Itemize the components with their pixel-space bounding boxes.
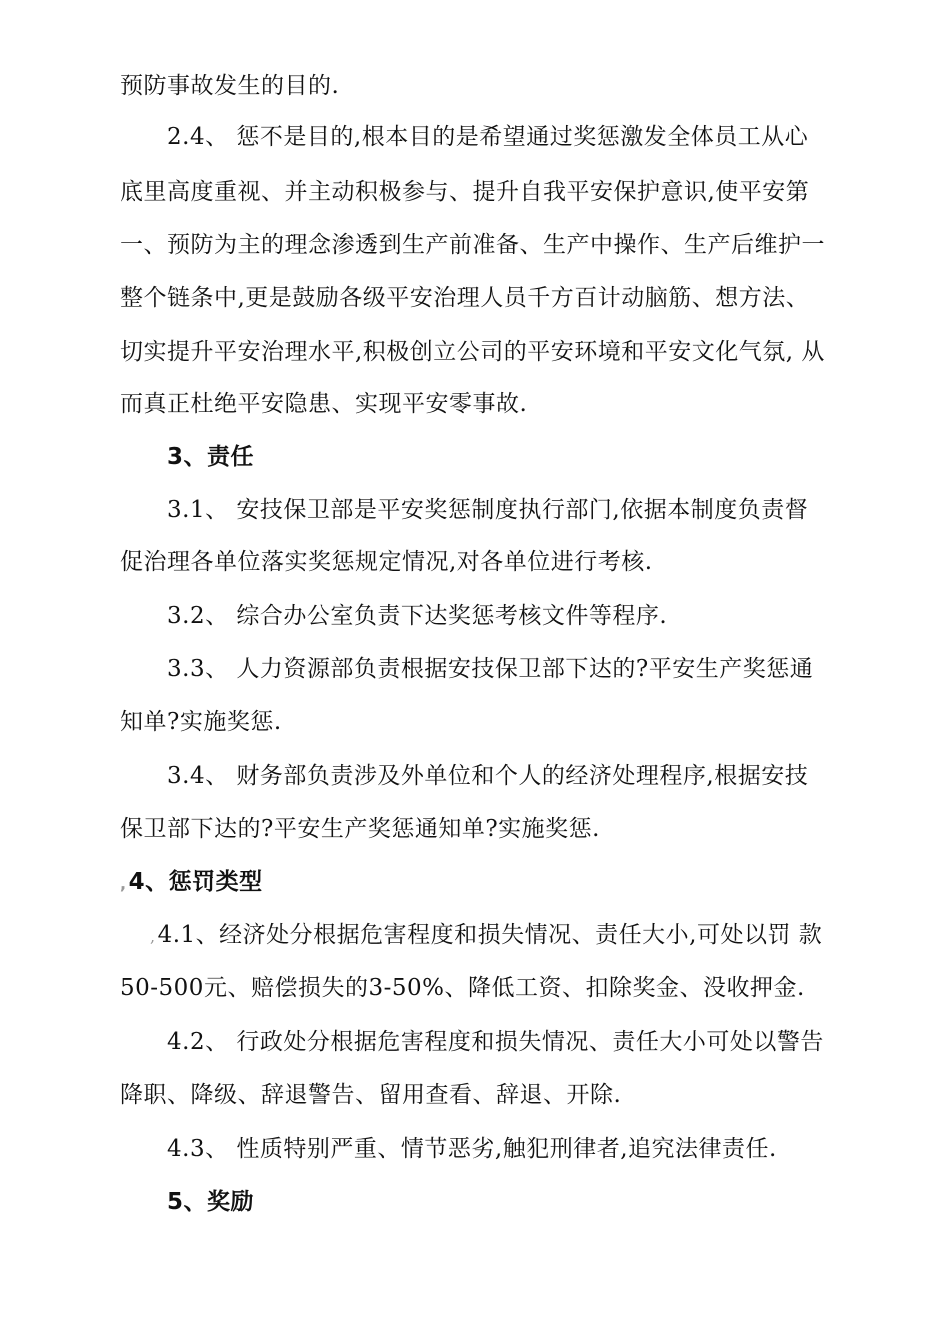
- text-line-3: 底里高度重视、并主动积极参与、提升自我平安保护意识,使平安第: [120, 179, 810, 205]
- text-line-17-text: 4.1、经济处分根据危害程度和损失情况、责任大小,可处以罚 款: [157, 922, 823, 948]
- text-line-1: 预防事故发生的目的.: [120, 73, 340, 99]
- stray-mark: ,: [150, 927, 156, 946]
- text-line-9: 3.1、 安技保卫部是平安奖惩制度执行部门,依据本制度负责督: [167, 497, 809, 523]
- text-line-14: 3.4、 财务部负责涉及外单位和个人的经济处理程序,根据安技: [167, 763, 809, 789]
- text-line-10: 促治理各单位落实奖惩规定情况,对各单位进行考核.: [120, 549, 653, 575]
- text-line-4: 一、预防为主的理念渗透到生产前准备、生产中操作、生产后维护一: [120, 232, 825, 258]
- text-line-21: 4.3、 性质特别严重、情节恶劣,触犯刑律者,追究法律责任.: [167, 1136, 777, 1162]
- stray-mark: ,: [120, 874, 127, 893]
- text-line-13: 知单?实施奖惩.: [120, 709, 282, 735]
- text-line-5: 整个链条中,更是鼓励各级平安治理人员千方百计动脑筋、想方法、: [120, 285, 810, 311]
- text-line-12: 3.3、 人力资源部负责根据安技保卫部下达的?平安生产奖惩通: [167, 656, 814, 682]
- text-line-18: 50-500元、赔偿损失的3-50%、降低工资、扣除奖金、没收押金.: [120, 975, 805, 1001]
- text-line-19: 4.2、 行政处分根据危害程度和损失情况、责任大小可处以警告: [167, 1029, 824, 1055]
- text-line-15: 保卫部下达的?平安生产奖惩通知单?实施奖惩.: [120, 816, 600, 842]
- text-line-7: 而真正杜绝平安隐患、实现平安零事故.: [120, 391, 528, 417]
- section-heading-4: [120, 867, 263, 899]
- text-line-17: [150, 920, 822, 952]
- section-heading-3: 3、责任: [167, 444, 255, 470]
- section-heading-4-text: 4、惩罚类型: [128, 869, 263, 895]
- text-line-11: 3.2、 综合办公室负责下达奖惩考核文件等程序.: [167, 603, 668, 629]
- text-line-2: 2.4、 惩不是目的,根本目的是希望通过奖惩激发全体员工从心: [167, 124, 809, 150]
- section-heading-5: 5、奖励: [167, 1189, 255, 1215]
- text-line-6: 切实提升平安治理水平,积极创立公司的平安环境和平安文化气氛, 从: [120, 339, 825, 365]
- text-line-20: 降职、降级、辞退警告、留用查看、辞退、开除.: [120, 1082, 622, 1108]
